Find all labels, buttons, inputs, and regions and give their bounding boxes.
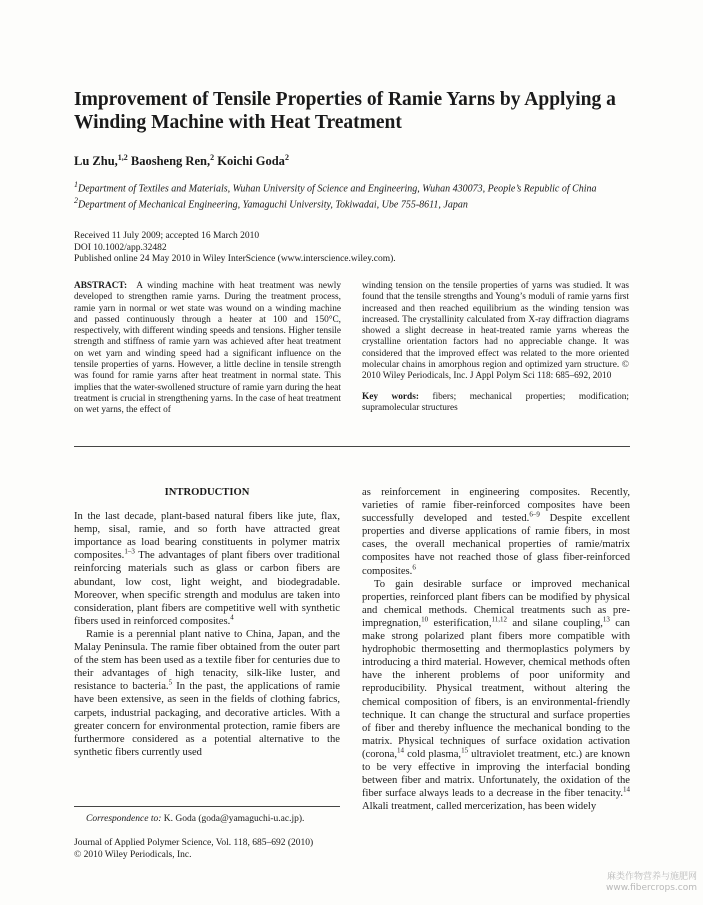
correspondence-text: K. Goda (goda@yamaguchi-u.ac.jp). [161,814,305,824]
affil-text: Department of Mechanical Engineering, Yamaguchi University, Tokiwadai, Ube 755-8611, Japan [78,199,468,211]
correspondence-note [86,814,346,824]
affiliation-1 [74,179,634,195]
citation-ref: 15 [461,746,469,755]
paragraph [74,510,340,628]
author-name: Lu Zhu, [74,154,118,169]
keywords-text: fibers; mechanical properties; modification; supramolecular structures [362,391,629,413]
section-heading: INTRODUCTION [164,487,250,498]
author-affil-mark: 2 [284,153,289,162]
affiliation-2 [74,195,634,211]
citation-ref: 5 [168,678,173,687]
citation-ref: 6 [412,563,416,572]
abstract-label: ABSTRACT: [74,281,128,291]
watermark [572,872,697,894]
publication-dates [74,231,634,266]
footnote-divider [74,806,340,807]
author-affil-mark: 1,2 [117,153,128,162]
intro-left-column [74,486,340,759]
watermark-line1: 麻类作物营养与施肥网 [606,872,697,882]
paragraph [362,486,630,578]
author-affil-mark: 2 [210,153,215,162]
paragraph-text: Alkali treatment, called mercerization, has been widely [362,801,597,813]
paragraph [74,628,340,759]
keywords [362,392,629,415]
citation-ref: 11,12 [491,615,507,624]
paragraph-text: esterification, [428,617,492,629]
author-name: Koichi Goda [214,154,285,169]
copyright: © 2010 Wiley Periodicals, Inc. [74,849,192,860]
citation-ref: 13 [602,615,610,624]
keywords-label: Key words: [362,391,419,402]
abstract-left [74,281,341,417]
section-divider [74,446,630,447]
affil-text: Department of Textiles and Materials, Wuhan University of Science and Engineering, Wuhan 430073, People’s Republic of China [78,183,597,195]
citation-ref: 1–3 [124,547,135,556]
journal-citation: Journal of Applied Polymer Science, Vol. 118, 685–692 (2010) [74,838,314,848]
citation-ref: 14 [623,785,630,794]
paragraph [362,578,630,814]
citation-ref: 6–9 [529,510,540,519]
author-list [74,153,289,169]
citation-ref: 4 [230,613,234,622]
author-name: Baosheng Ren, [127,154,211,169]
affil-mark: 1 [74,180,78,189]
correspondence-label: Correspondence to: [86,814,162,824]
journal-info [74,838,344,861]
paragraph-text: Despite excellent properties and diverse applications of ramie fibers, in most cases, the overall mechanical properties of ramie/matrix composites have not reached those of glass fiber-reinforced composites. [362,513,630,577]
citation-ref: 10 [421,615,429,624]
paragraph-text: In the last decade, plant-based natural fibers like jute, flax, hemp, sisal, ramie, and so forth have attracted great importance as load bearing constituents in polymer matrix composites. [74,511,340,562]
paragraph-text: cold plasma, [404,748,462,760]
paragraph-text: ultraviolet treatment, etc.) are known to be very effective in improving the interfacial bonding between fiber and matrix. Unfortunately, the oxidation of the fiber surface always leads to a decrease in the fiber tenacity. [362,748,630,800]
paragraph-text: can make strong polarized plant fibers more compatible with hydrophobic thermosetting and thermoplastics polymers by introducing a third material. However, chemical methods often have the inherent problems of poor uniformity and reproducibility. Physical treatment, without altering the chemical composition of fibers, is an environmental-friendly technique. It can change the structural and surface properties of fiber and thereby influence the mechanical bonding to the matrix. Physical techniques of surface oxidation activation (corona, [362,617,630,760]
paragraph-text: and silane coupling, [506,617,603,629]
paragraph-text: The advantages of plant fibers over traditional reinforcing materials such as glass or carbon fibers are abundant, low cost, light weight, and biodegradable. Moreover, when specific strength and modulus are taken into consideration, plant fibers are competitive well with synthetic fibers used in reinforced composites. [74,550,340,627]
paragraphs [362,486,630,813]
abstract-text-right: winding tension on the tensile properties of yarns was studied. It was found that the tensile strengths and Young’s moduli of ramie yarns first increased and then reached equilibrium as the winding tension was increased. The crystallinity calculated from X-ray diffraction diagrams showed a slight decrease in heat-treated ramie yarns whereas the crystalline orientation factors had no appreciable change. It was considered that the improved effect was related to the more oriented molecular chains in amorphous region and optimized yarn structure. © 2010 Wiley Periodicals, Inc. J Appl Polym Sci 118: 685–692, 2010 [362,281,629,382]
received-date: Received 11 July 2009; accepted 16 March 2010 [74,231,260,241]
paragraph-text: To gain desirable surface or improved mechanical properties, reinforced plant fibers can be modified by physical and chemical methods. Chemical treatments such as pre-impregnation, [362,578,630,629]
affil-mark: 2 [74,196,78,206]
paragraph-text: Ramie is a perennial plant native to China, Japan, and the Malay Peninsula. The ramie fiber obtained from the outer part of the stem has been used as a textile fiber for centuries due to their advantages of high tenacity, silk-like luster, and resistance to bacteria. [74,628,340,693]
paragraphs [74,510,340,759]
paragraph-text: as reinforcement in engineering composites. Recently, varieties of ramie fiber-reinforced composites have been successfully developed and tested. [362,487,630,525]
abstract-text-left: A winding machine with heat treatment was newly developed to strengthen ramie yarns. During the treatment process, ramie yarn in normal or wet state was wound on a winding machine and passed continuously through a heater at 100 and 150°C, respectively, with different winding speeds and tensions. Higher tensile strength and stiffness of ramie yarn was achieved after heat treatment on wet yarn and winding speed had a significant influence on the tensile properties of yarns. However, a little decline in tensile strength was found for ramie yarns after heat treatment in normal state. This implies that the water-swollened structure of ramie yarn during the heat treatment is crucial in strengthening yarns. In the case of heat treatment on wet yarns, the effect of [74,281,341,416]
affiliations [74,179,634,212]
published-date: Published online 24 May 2010 in Wiley InterScience (www.interscience.wiley.com). [74,254,396,264]
citation-ref: 14 [397,746,404,755]
intro-right-column [362,486,630,813]
doi: DOI 10.1002/app.32482 [74,242,167,253]
watermark-line2: www.fibercrops.com [606,883,697,893]
paper-title: Improvement of Tensile Properties of Ramie Yarns by Applying a Winding Machine with Heat Treatment [74,89,616,133]
abstract-right [362,281,629,414]
paragraph-text: In the past, the applications of ramie have been extensive, as seen in the fields of clothing fabrics, carpets, industrial packaging, and decorative articles. With a greater concern for environmental protection, ramie fibers are furthermore considered as a potential alternative to the synthetic fibers currently used [74,681,340,758]
